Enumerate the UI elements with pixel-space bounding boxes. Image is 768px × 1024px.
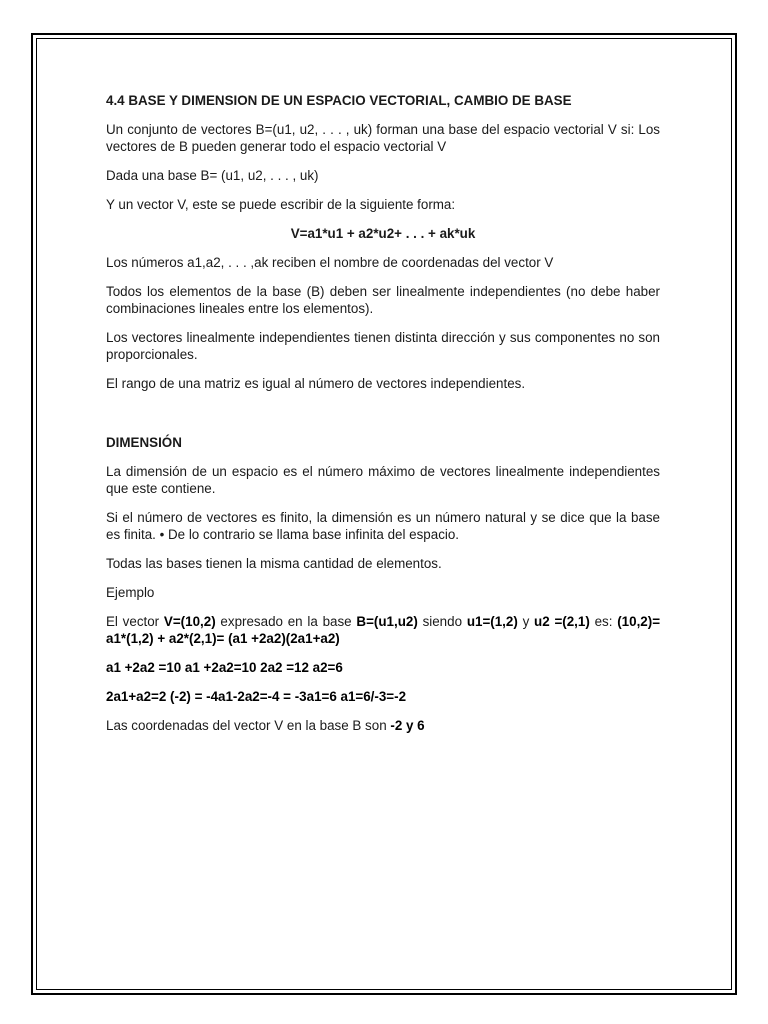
section-title-base: 4.4 BASE Y DIMENSION DE UN ESPACIO VECTORIAL, CAMBIO DE BASE <box>106 93 572 108</box>
document-body <box>106 92 660 746</box>
paragraph-same-count: Todas las bases tienen la misma cantidad de elementos. <box>106 556 442 571</box>
conclusion-text: Las coordenadas del vector V en la base B son <box>106 718 391 733</box>
equation-line-1: a1 +2a2 =10 a1 +2a2=10 2a2 =12 a2=6 <box>106 660 343 675</box>
paragraph-finite-base: Si el número de vectores es finito, la dimensión es un número natural y se dice que la base es finita. • De lo contrario se llama base infinita del espacio. <box>106 510 660 542</box>
conclusion-result: -2 y 6 <box>390 718 425 733</box>
example-equation: (10,2)= a1*(1,2) + a2*(2,1)= (a1 +2a2)(2a1+a2) <box>106 614 661 646</box>
paragraph-rank: El rango de una matriz es igual al número de vectores independientes. <box>106 376 526 391</box>
paragraph-example <box>106 613 660 647</box>
example-text: es: <box>589 614 618 629</box>
formula-linear-combination: V=a1*u1 + a2*u2+ . . . + ak*uk <box>290 226 476 241</box>
example-text: El vector <box>106 614 164 629</box>
example-u2: u2 =(2,1) <box>534 614 590 629</box>
paragraph-example-label: Ejemplo <box>106 585 155 600</box>
paragraph-conclusion <box>106 717 660 734</box>
paragraph-base-definition: Un conjunto de vectores B=(u1, u2, . . . , uk) forman una base del espacio vectorial V si: Los vectores de B pueden generar todo el espacio vectorial V <box>106 122 660 154</box>
equation-line-2: 2a1+a2=2 (-2) = -4a1-2a2=-4 = -3a1=6 a1=6/-3=-2 <box>106 689 407 704</box>
example-text: siendo <box>417 614 467 629</box>
paragraph-coordinates: Los números a1,a2, . . . ,ak reciben el nombre de coordenadas del vector V <box>106 255 554 270</box>
example-u1: u1=(1,2) <box>466 614 518 629</box>
paragraph-vector-form: Y un vector V, este se puede escribir de la siguiente forma: <box>106 197 456 212</box>
example-vector: V=(10,2) <box>163 614 216 629</box>
example-text: expresado en la base <box>215 614 357 629</box>
paragraph-dimension-definition: La dimensión de un espacio es el número máximo de vectores linealmente independientes que este contiene. <box>106 464 660 496</box>
paragraph-independence: Todos los elementos de la base (B) deben ser linealmente independientes (no debe haber combinaciones lineales entre los elementos). <box>106 284 660 316</box>
section-title-dimension: DIMENSIÓN <box>106 435 182 450</box>
example-text: y <box>517 614 535 629</box>
example-base: B=(u1,u2) <box>356 614 418 629</box>
paragraph-given-base: Dada una base B= (u1, u2, . . . , uk) <box>106 168 319 183</box>
paragraph-direction: Los vectores linealmente independientes tienen distinta dirección y sus componentes no son proporcionales. <box>106 330 660 362</box>
